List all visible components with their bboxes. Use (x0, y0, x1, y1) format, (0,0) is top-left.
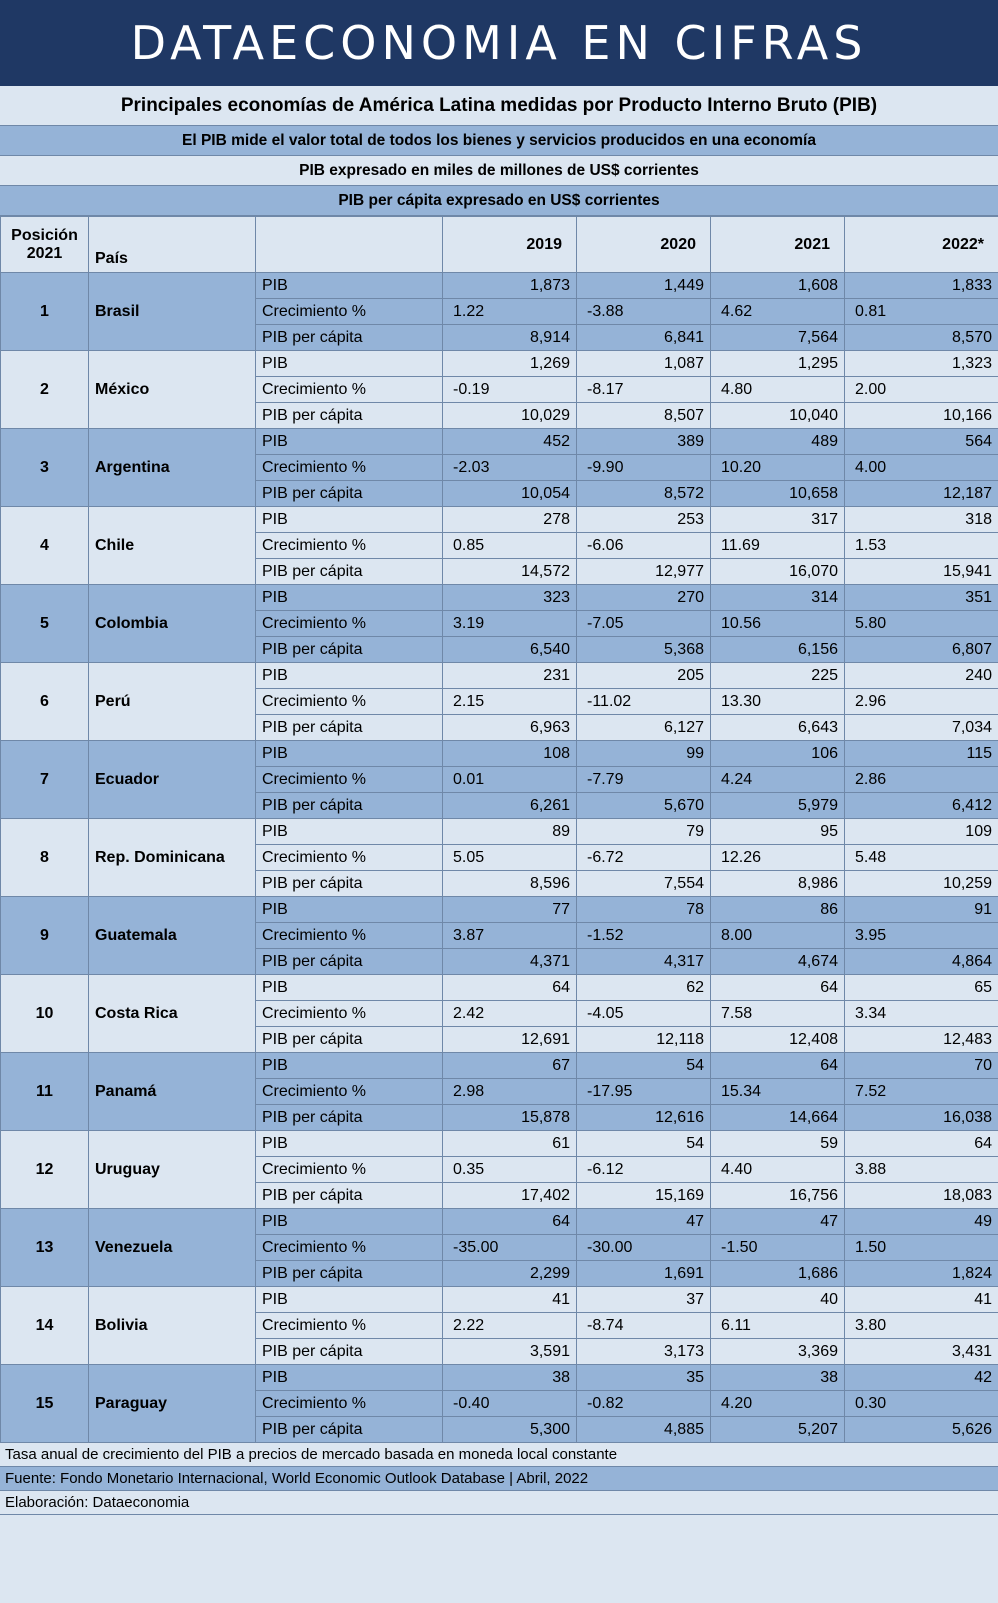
value-cell: 10,054 (443, 481, 577, 507)
metric-label: PIB per cápita (256, 559, 443, 585)
metric-label: PIB (256, 663, 443, 689)
metric-label: PIB (256, 975, 443, 1001)
value-cell: 6,963 (443, 715, 577, 741)
value-cell: 64 (443, 975, 577, 1001)
value-cell: 89 (443, 819, 577, 845)
value-cell: 10,029 (443, 403, 577, 429)
value-cell: 47 (577, 1209, 711, 1235)
value-cell: 8,572 (577, 481, 711, 507)
metric-label: PIB (256, 585, 443, 611)
metric-label: Crecimiento % (256, 1001, 443, 1027)
metric-label: PIB (256, 1287, 443, 1313)
country-cell: Perú (89, 663, 256, 741)
value-cell: 8,986 (711, 871, 845, 897)
value-cell: 3.95 (845, 923, 998, 949)
column-header-row (1, 217, 998, 273)
country-cell: Rep. Dominicana (89, 819, 256, 897)
country-cell: Guatemala (89, 897, 256, 975)
value-cell: 4.20 (711, 1391, 845, 1417)
value-cell: 240 (845, 663, 998, 689)
value-cell: 7,554 (577, 871, 711, 897)
value-cell: 49 (845, 1209, 998, 1235)
footer-note: Tasa anual de crecimiento del PIB a precios de mercado basada en moneda local constante (0, 1443, 998, 1467)
value-cell: 6,156 (711, 637, 845, 663)
value-cell: -4.05 (577, 1001, 711, 1027)
value-cell: 78 (577, 897, 711, 923)
value-cell: 2.98 (443, 1079, 577, 1105)
value-cell: 10.56 (711, 611, 845, 637)
value-cell: 2.22 (443, 1313, 577, 1339)
value-cell: 5,300 (443, 1417, 577, 1443)
metric-label: Crecimiento % (256, 767, 443, 793)
value-cell: 10,040 (711, 403, 845, 429)
value-cell: 6,841 (577, 325, 711, 351)
table-row (1, 663, 998, 689)
value-cell: 2.96 (845, 689, 998, 715)
value-cell: 10,166 (845, 403, 998, 429)
position-cell: 15 (1, 1365, 89, 1443)
value-cell: 1,295 (711, 351, 845, 377)
value-cell: 38 (711, 1365, 845, 1391)
value-cell: -17.95 (577, 1079, 711, 1105)
value-cell: -0.19 (443, 377, 577, 403)
value-cell: 1,323 (845, 351, 998, 377)
value-cell: -3.88 (577, 299, 711, 325)
value-cell: 5,626 (845, 1417, 998, 1443)
table-row (1, 1131, 998, 1157)
value-cell: 0.85 (443, 533, 577, 559)
metric-label: PIB (256, 1209, 443, 1235)
metric-label: Crecimiento % (256, 299, 443, 325)
value-cell: 38 (443, 1365, 577, 1391)
country-cell: Venezuela (89, 1209, 256, 1287)
value-cell: 6,127 (577, 715, 711, 741)
metric-label: PIB (256, 819, 443, 845)
value-cell: 47 (711, 1209, 845, 1235)
value-cell: 270 (577, 585, 711, 611)
value-cell: 1,686 (711, 1261, 845, 1287)
value-cell: 64 (443, 1209, 577, 1235)
value-cell: -8.74 (577, 1313, 711, 1339)
value-cell: 12,483 (845, 1027, 998, 1053)
value-cell: 1,691 (577, 1261, 711, 1287)
value-cell: 6,807 (845, 637, 998, 663)
value-cell: -30.00 (577, 1235, 711, 1261)
value-cell: 351 (845, 585, 998, 611)
value-cell: 5,979 (711, 793, 845, 819)
metric-label: Crecimiento % (256, 455, 443, 481)
value-cell: 2.15 (443, 689, 577, 715)
country-cell: Uruguay (89, 1131, 256, 1209)
value-cell: 59 (711, 1131, 845, 1157)
country-cell: Argentina (89, 429, 256, 507)
value-cell: 65 (845, 975, 998, 1001)
value-cell: 2.86 (845, 767, 998, 793)
value-cell: 62 (577, 975, 711, 1001)
metric-label: PIB per cápita (256, 715, 443, 741)
value-cell: -0.40 (443, 1391, 577, 1417)
country-cell: Panamá (89, 1053, 256, 1131)
value-cell: 15,941 (845, 559, 998, 585)
metric-label: PIB (256, 1053, 443, 1079)
value-cell: -1.50 (711, 1235, 845, 1261)
metric-label: PIB per cápita (256, 1339, 443, 1365)
table-row (1, 1365, 998, 1391)
metric-label: PIB per cápita (256, 481, 443, 507)
subtitle-definition: El PIB mide el valor total de todos los bienes y servicios producidos en una economía (0, 126, 998, 156)
value-cell: -6.72 (577, 845, 711, 871)
metric-label: PIB (256, 507, 443, 533)
position-cell: 5 (1, 585, 89, 663)
table-row (1, 507, 998, 533)
value-cell: 12.26 (711, 845, 845, 871)
value-cell: 0.01 (443, 767, 577, 793)
position-cell: 7 (1, 741, 89, 819)
value-cell: -9.90 (577, 455, 711, 481)
value-cell: 54 (577, 1131, 711, 1157)
value-cell: 16,756 (711, 1183, 845, 1209)
value-cell: 11.69 (711, 533, 845, 559)
metric-label: PIB per cápita (256, 871, 443, 897)
value-cell: -6.12 (577, 1157, 711, 1183)
value-cell: 4.80 (711, 377, 845, 403)
value-cell: 6,261 (443, 793, 577, 819)
value-cell: 6.11 (711, 1313, 845, 1339)
year-header: 2019 (443, 217, 577, 273)
table-row (1, 819, 998, 845)
value-cell: 4,674 (711, 949, 845, 975)
value-cell: 40 (711, 1287, 845, 1313)
value-cell: 37 (577, 1287, 711, 1313)
metric-label: PIB (256, 1131, 443, 1157)
table-row (1, 1287, 998, 1313)
value-cell: 15.34 (711, 1079, 845, 1105)
value-cell: 1.53 (845, 533, 998, 559)
value-cell: 3.34 (845, 1001, 998, 1027)
value-cell: 70 (845, 1053, 998, 1079)
value-cell: 4,371 (443, 949, 577, 975)
position-cell: 3 (1, 429, 89, 507)
table-row (1, 897, 998, 923)
country-cell: México (89, 351, 256, 429)
country-cell: Bolivia (89, 1287, 256, 1365)
value-cell: 79 (577, 819, 711, 845)
value-cell: 109 (845, 819, 998, 845)
metric-label: Crecimiento % (256, 1391, 443, 1417)
value-cell: 225 (711, 663, 845, 689)
metric-label: PIB (256, 741, 443, 767)
value-cell: 5.48 (845, 845, 998, 871)
value-cell: 13.30 (711, 689, 845, 715)
value-cell: 10.20 (711, 455, 845, 481)
metric-label: Crecimiento % (256, 689, 443, 715)
position-cell: 2 (1, 351, 89, 429)
value-cell: 4,885 (577, 1417, 711, 1443)
value-cell: 3.80 (845, 1313, 998, 1339)
value-cell: 2.42 (443, 1001, 577, 1027)
value-cell: 12,118 (577, 1027, 711, 1053)
value-cell: 1.22 (443, 299, 577, 325)
value-cell: 231 (443, 663, 577, 689)
metric-label: Crecimiento % (256, 533, 443, 559)
value-cell: 1,087 (577, 351, 711, 377)
value-cell: 0.35 (443, 1157, 577, 1183)
value-cell: 7,034 (845, 715, 998, 741)
metric-label: Crecimiento % (256, 845, 443, 871)
value-cell: 12,616 (577, 1105, 711, 1131)
value-cell: 12,187 (845, 481, 998, 507)
value-cell: 1,833 (845, 273, 998, 299)
year-header: 2022* (845, 217, 998, 273)
year-header: 2021 (711, 217, 845, 273)
value-cell: 253 (577, 507, 711, 533)
value-cell: 8,570 (845, 325, 998, 351)
position-cell: 11 (1, 1053, 89, 1131)
country-cell: Paraguay (89, 1365, 256, 1443)
value-cell: 2.00 (845, 377, 998, 403)
value-cell: 12,408 (711, 1027, 845, 1053)
value-cell: 452 (443, 429, 577, 455)
metric-label: PIB per cápita (256, 403, 443, 429)
year-header: 2020 (577, 217, 711, 273)
value-cell: 317 (711, 507, 845, 533)
value-cell: 3,369 (711, 1339, 845, 1365)
value-cell: 323 (443, 585, 577, 611)
value-cell: 5,207 (711, 1417, 845, 1443)
value-cell: -7.79 (577, 767, 711, 793)
position-cell: 4 (1, 507, 89, 585)
country-cell: Costa Rica (89, 975, 256, 1053)
value-cell: 91 (845, 897, 998, 923)
position-cell: 9 (1, 897, 89, 975)
value-cell: 1,608 (711, 273, 845, 299)
metric-label: Crecimiento % (256, 1235, 443, 1261)
value-cell: 1,873 (443, 273, 577, 299)
value-cell: 14,664 (711, 1105, 845, 1131)
position-cell: 14 (1, 1287, 89, 1365)
value-cell: 205 (577, 663, 711, 689)
metric-label: Crecimiento % (256, 923, 443, 949)
metric-label: PIB per cápita (256, 1027, 443, 1053)
position-cell: 12 (1, 1131, 89, 1209)
value-cell: 278 (443, 507, 577, 533)
metric-label: PIB per cápita (256, 1105, 443, 1131)
value-cell: 6,540 (443, 637, 577, 663)
subtitle-units-pib: PIB expresado en miles de millones de US$ corrientes (0, 156, 998, 186)
value-cell: 41 (443, 1287, 577, 1313)
value-cell: 7.58 (711, 1001, 845, 1027)
value-cell: 1,449 (577, 273, 711, 299)
value-cell: 61 (443, 1131, 577, 1157)
value-cell: 0.81 (845, 299, 998, 325)
value-cell: 16,070 (711, 559, 845, 585)
table-row (1, 585, 998, 611)
value-cell: 15,169 (577, 1183, 711, 1209)
position-cell: 13 (1, 1209, 89, 1287)
value-cell: 64 (711, 975, 845, 1001)
value-cell: 318 (845, 507, 998, 533)
table-row (1, 741, 998, 767)
value-cell: -11.02 (577, 689, 711, 715)
value-cell: 8.00 (711, 923, 845, 949)
value-cell: 42 (845, 1365, 998, 1391)
value-cell: 64 (711, 1053, 845, 1079)
position-cell: 8 (1, 819, 89, 897)
metric-label: PIB (256, 351, 443, 377)
value-cell: 18,083 (845, 1183, 998, 1209)
country-header: País (89, 217, 256, 273)
value-cell: -2.03 (443, 455, 577, 481)
value-cell: 64 (845, 1131, 998, 1157)
value-cell: 3.19 (443, 611, 577, 637)
value-cell: 3,173 (577, 1339, 711, 1365)
value-cell: -8.17 (577, 377, 711, 403)
value-cell: 5,368 (577, 637, 711, 663)
metric-label: PIB per cápita (256, 325, 443, 351)
metric-label: PIB per cápita (256, 949, 443, 975)
value-cell: -7.05 (577, 611, 711, 637)
value-cell: 35 (577, 1365, 711, 1391)
metric-label: Crecimiento % (256, 611, 443, 637)
country-cell: Brasil (89, 273, 256, 351)
country-cell: Ecuador (89, 741, 256, 819)
position-cell: 6 (1, 663, 89, 741)
metric-label: PIB (256, 429, 443, 455)
value-cell: 314 (711, 585, 845, 611)
value-cell: 54 (577, 1053, 711, 1079)
metric-label: PIB per cápita (256, 1261, 443, 1287)
value-cell: 8,914 (443, 325, 577, 351)
metric-label: Crecimiento % (256, 1157, 443, 1183)
footer-credit: Elaboración: Dataeconomia (0, 1491, 998, 1515)
value-cell: 10,658 (711, 481, 845, 507)
value-cell: 5.80 (845, 611, 998, 637)
value-cell: 17,402 (443, 1183, 577, 1209)
value-cell: 489 (711, 429, 845, 455)
metric-label: PIB (256, 273, 443, 299)
table-title: Principales economías de América Latina medidas por Producto Interno Bruto (PIB) (0, 86, 998, 126)
table-row (1, 351, 998, 377)
value-cell: 8,507 (577, 403, 711, 429)
table-row (1, 1053, 998, 1079)
value-cell: 15,878 (443, 1105, 577, 1131)
metric-label: Crecimiento % (256, 377, 443, 403)
value-cell: 4.40 (711, 1157, 845, 1183)
value-cell: 4.62 (711, 299, 845, 325)
value-cell: -0.82 (577, 1391, 711, 1417)
metric-label: Crecimiento % (256, 1079, 443, 1105)
table-row (1, 975, 998, 1001)
value-cell: 8,596 (443, 871, 577, 897)
metric-label: PIB per cápita (256, 1417, 443, 1443)
value-cell: 5,670 (577, 793, 711, 819)
metric-label: PIB per cápita (256, 793, 443, 819)
metric-label: PIB per cápita (256, 1183, 443, 1209)
value-cell: 3,591 (443, 1339, 577, 1365)
value-cell: 7,564 (711, 325, 845, 351)
value-cell: 12,691 (443, 1027, 577, 1053)
position-cell: 1 (1, 273, 89, 351)
value-cell: 14,572 (443, 559, 577, 585)
metric-label: PIB (256, 897, 443, 923)
table-row (1, 1209, 998, 1235)
value-cell: 3,431 (845, 1339, 998, 1365)
country-cell: Chile (89, 507, 256, 585)
value-cell: -35.00 (443, 1235, 577, 1261)
value-cell: 86 (711, 897, 845, 923)
gdp-table (0, 216, 998, 1443)
footer-source: Fuente: Fondo Monetario Internacional, World Economic Outlook Database | Abril, 2022 (0, 1467, 998, 1491)
value-cell: 95 (711, 819, 845, 845)
banner-title: DATAECONOMIA EN CIFRAS (0, 0, 998, 86)
subtitle-units-per-capita: PIB per cápita expresado en US$ corrientes (0, 186, 998, 216)
value-cell: 106 (711, 741, 845, 767)
value-cell: 3.87 (443, 923, 577, 949)
value-cell: 1.50 (845, 1235, 998, 1261)
value-cell: 1,824 (845, 1261, 998, 1287)
value-cell: 108 (443, 741, 577, 767)
country-cell: Colombia (89, 585, 256, 663)
value-cell: 389 (577, 429, 711, 455)
value-cell: 4,864 (845, 949, 998, 975)
metric-header (256, 217, 443, 273)
value-cell: 12,977 (577, 559, 711, 585)
value-cell: 10,259 (845, 871, 998, 897)
value-cell: 5.05 (443, 845, 577, 871)
value-cell: 4,317 (577, 949, 711, 975)
value-cell: 1,269 (443, 351, 577, 377)
value-cell: 77 (443, 897, 577, 923)
position-cell: 10 (1, 975, 89, 1053)
value-cell: 2,299 (443, 1261, 577, 1287)
value-cell: -6.06 (577, 533, 711, 559)
value-cell: 3.88 (845, 1157, 998, 1183)
value-cell: 4.24 (711, 767, 845, 793)
metric-label: Crecimiento % (256, 1313, 443, 1339)
position-header: Posición 2021 (1, 217, 89, 273)
table-row (1, 273, 998, 299)
value-cell: -1.52 (577, 923, 711, 949)
value-cell: 6,412 (845, 793, 998, 819)
value-cell: 99 (577, 741, 711, 767)
table-row (1, 429, 998, 455)
value-cell: 67 (443, 1053, 577, 1079)
value-cell: 0.30 (845, 1391, 998, 1417)
value-cell: 115 (845, 741, 998, 767)
value-cell: 4.00 (845, 455, 998, 481)
value-cell: 564 (845, 429, 998, 455)
value-cell: 41 (845, 1287, 998, 1313)
metric-label: PIB per cápita (256, 637, 443, 663)
value-cell: 6,643 (711, 715, 845, 741)
value-cell: 7.52 (845, 1079, 998, 1105)
metric-label: PIB (256, 1365, 443, 1391)
value-cell: 16,038 (845, 1105, 998, 1131)
